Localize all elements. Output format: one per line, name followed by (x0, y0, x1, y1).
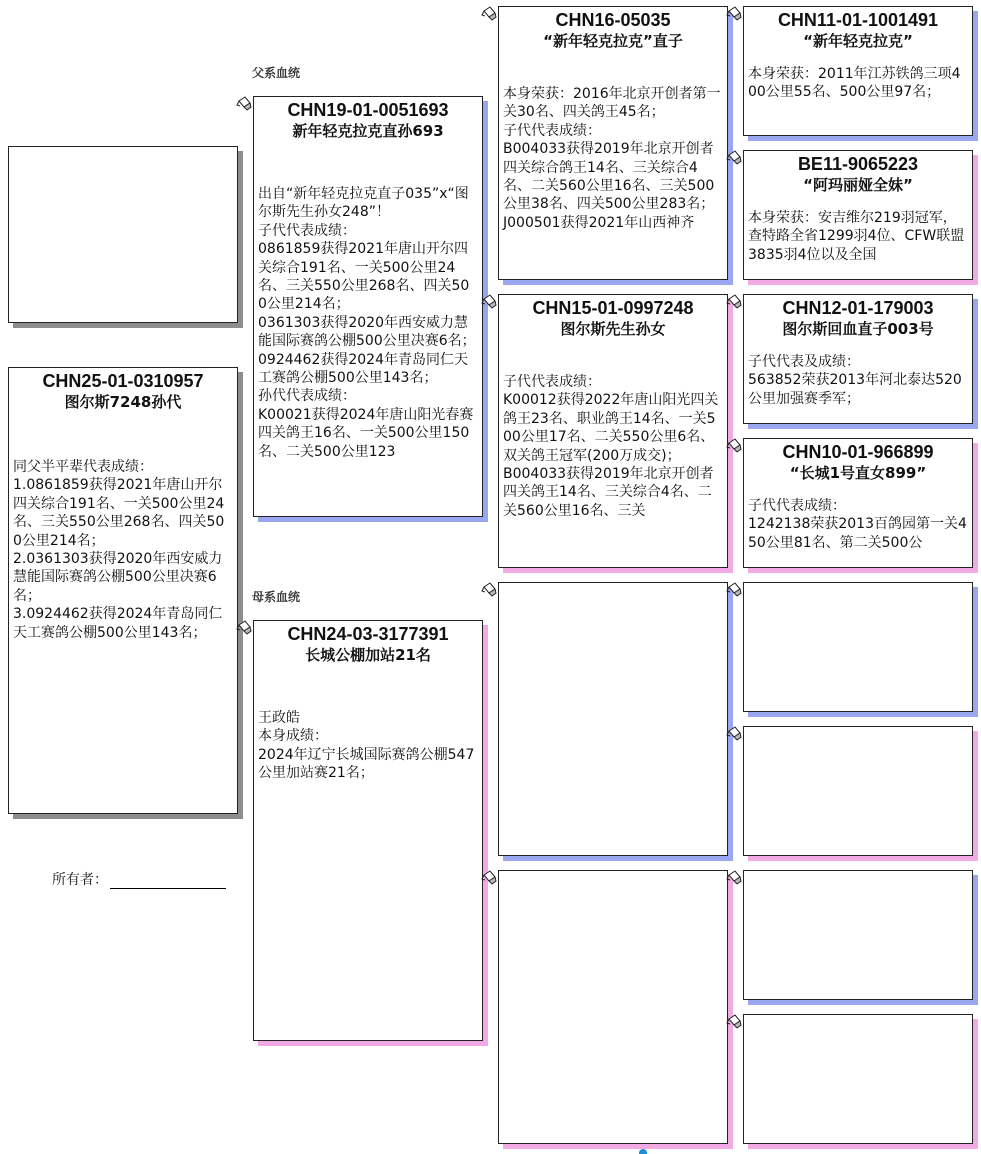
subject-card[interactable] (8, 367, 238, 814)
pigeon-name: “新年轻克拉克” (803, 32, 913, 50)
fill-bucket-icon[interactable] (726, 150, 742, 166)
ring-number: CHN25-01-0310957 (42, 371, 204, 391)
maternal-line-label: 母系血统 (252, 590, 301, 604)
pigeon-name: 图尔斯先生孙女 (560, 320, 666, 338)
owner-field[interactable] (52, 869, 226, 889)
fill-bucket-icon[interactable] (726, 1014, 742, 1030)
fill-bucket-icon[interactable] (481, 870, 497, 886)
dss-card[interactable] (743, 582, 973, 712)
pigeon-notes: 子代代表成绩： K00012获得2022年唐山阳光四关鸽王23名、职业鸽王14名、一关500公里17名、二关550公里6名、双关鸽王冠军(200万成交)； B004033获得2019年北京开创者四关鸽王14名、三关综合4名、二关560公里16名、三关 (503, 374, 719, 519)
fill-bucket-icon[interactable] (481, 582, 497, 598)
sdd-card[interactable] (743, 438, 973, 568)
fill-bucket-icon[interactable] (726, 726, 742, 742)
pigeon-photo-box[interactable] (8, 146, 238, 323)
ring-number: CHN15-01-0997248 (532, 298, 694, 318)
pigeon-name: 图尔斯7248孙代 (64, 393, 182, 411)
pigeon-name: 新年轻克拉克直孙693 (292, 122, 444, 140)
fill-bucket-icon[interactable] (726, 294, 742, 310)
ssd-card[interactable] (743, 150, 973, 280)
pigeon-notes: 子代代表成绩： 1242138荣获2013百鸽园第一关450公里81名、第二关500公 (748, 498, 967, 551)
sire-card[interactable] (253, 96, 483, 517)
fill-bucket-icon[interactable] (726, 438, 742, 454)
ddd-card[interactable] (743, 1014, 973, 1144)
dam-dam-card[interactable] (498, 870, 728, 1144)
pigeon-name: 长城公棚加站21名 (305, 646, 431, 664)
pigeon-notes: 本身荣获：2011年江苏铁鸽三项400公里55名、500公里97名； (748, 66, 961, 101)
ring-number: BE11-9065223 (797, 154, 919, 174)
paternal-line-label: 父系血统 (252, 66, 301, 80)
pigeon-name: “阿玛丽娅全妹” (803, 176, 913, 194)
pigeon-name: “长城1号直女899” (789, 464, 927, 482)
sire-dam-card[interactable] (498, 294, 728, 568)
anchor-handle-icon[interactable] (639, 1149, 647, 1154)
dsd-card[interactable] (743, 726, 973, 856)
ring-number: CHN10-01-966899 (782, 442, 934, 462)
sds-card[interactable] (743, 294, 973, 424)
fill-bucket-icon[interactable] (481, 6, 497, 22)
pigeon-name: “新年轻克拉克”直子 (543, 32, 683, 50)
pigeon-notes: 本身荣获：安吉维尔219羽冠军，查特路全省1299羽4位、CFW联盟3835羽4位以及全国 (748, 210, 965, 263)
owner-blank-line[interactable] (110, 874, 226, 889)
sire-sire-card[interactable] (498, 6, 728, 280)
fill-bucket-icon[interactable] (726, 6, 742, 22)
fill-bucket-icon[interactable] (726, 582, 742, 598)
ring-number: CHN24-03-3177391 (287, 624, 449, 644)
fill-bucket-icon[interactable] (236, 620, 252, 636)
pigeon-notes: 同父半平辈代表成绩： 1.0861859获得2021年唐山开尔四关综合191名、一关500公里24名、三关550公里268名、四关500公里214名； 2.0361303获得2020年西安威力慧能国际赛鸽公棚500公里决赛6名； 3.0924462获得2024年青岛同仁天工赛鸽公棚500公里143名； (13, 459, 225, 641)
sss-card[interactable] (743, 6, 973, 136)
fill-bucket-icon[interactable] (481, 294, 497, 310)
fill-bucket-icon[interactable] (236, 96, 252, 112)
pigeon-notes: 王政皓 本身成绩： 2024年辽宁长城国际赛鸽公棚547公里加站赛21名； (258, 710, 475, 782)
fill-bucket-icon[interactable] (726, 870, 742, 886)
pigeon-name: 图尔斯回血直子003号 (782, 320, 934, 338)
pigeon-notes: 出自“新年轻克拉克直子035”x“图尔斯先生孙女248”！ 子代代表成绩： 0861859获得2021年唐山开尔四关综合191名、一关500公里24名、三关550公里268名、四关500公里214名； 0361303获得2020年西安威力慧能国际赛鸽公棚500公里决赛6名； 0924462获得2024年青岛同仁天工赛鸽公棚500公里143名； 孙代代表成绩： K00021获得2024年唐山阳光春赛四关鸽王16名、一关500公里150名、二关500公里123 (258, 186, 476, 460)
ring-number: CHN19-01-0051693 (287, 100, 449, 120)
ring-number: CHN16-05035 (555, 10, 671, 30)
dam-sire-card[interactable] (498, 582, 728, 856)
owner-label: 所有者： (52, 872, 108, 888)
pigeon-notes: 本身荣获：2016年北京开创者第一关30名、四关鸽王45名； 子代代表成绩： B004033获得2019年北京开创者四关综合鸽王14名、三关综合4名、二关560公里16名、三关500公里38名、四关500公里283名； J000501获得2021年山西神齐 (503, 86, 721, 231)
ring-number: CHN11-01-1001491 (777, 10, 939, 30)
ring-number: CHN12-01-179003 (782, 298, 934, 318)
dds-card[interactable] (743, 870, 973, 1000)
pigeon-notes: 子代代表及成绩： 563852荣获2013年河北泰达520公里加强赛季军； (748, 354, 962, 407)
dam-card[interactable] (253, 620, 483, 1041)
